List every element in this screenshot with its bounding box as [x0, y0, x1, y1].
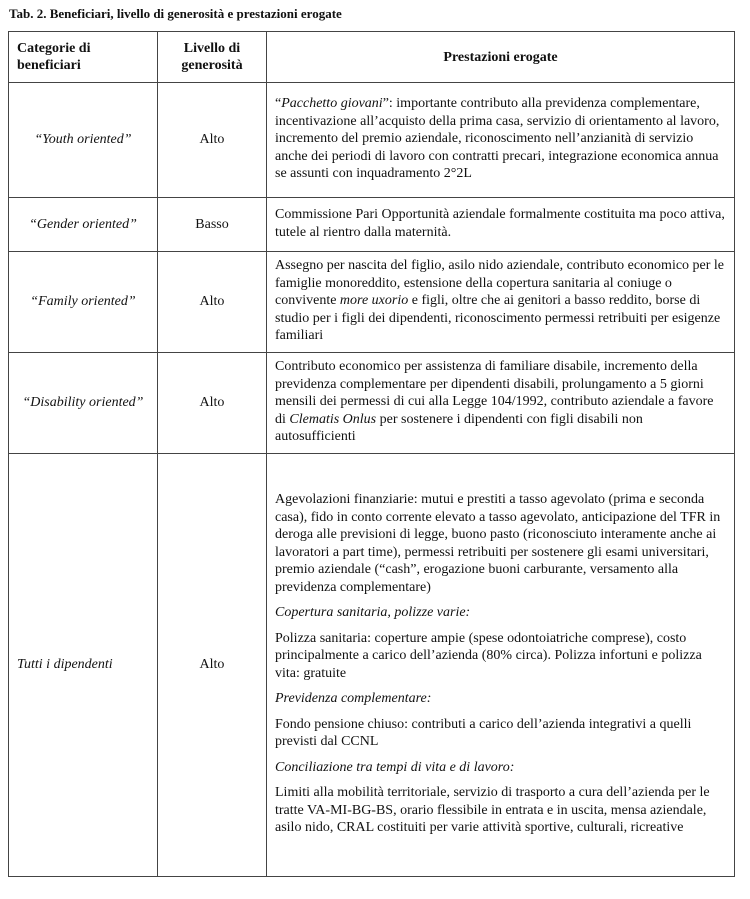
- benefits-cell: [267, 252, 735, 353]
- category-cell: “Disability oriented”: [9, 353, 158, 454]
- benefits-cell: [267, 454, 735, 877]
- benefits-italic-name: Pacchetto giovani: [281, 96, 383, 112]
- category-cell: “Youth oriented”: [9, 83, 158, 198]
- benefits-quote-open: “: [275, 96, 282, 112]
- benefits-italic-term: more uxorio: [339, 293, 409, 309]
- table-caption: Tab. 2. Beneficiari, livello di generosità e prestazioni erogate: [9, 6, 342, 21]
- section-text: Polizza sanitaria: coperture ampie (spese odontoiatriche comprese), costo principalmente a carico dell’azienda (80% circa). Polizza infortuni e polizza vita: gratuite: [275, 630, 702, 681]
- header-benefits: Prestazioni erogate: [267, 32, 735, 83]
- header-categories: Categorie di beneficiari: [9, 32, 158, 83]
- table-header-row: [9, 32, 735, 83]
- section-heading: Conciliazione tra tempi di vita e di lavoro:: [275, 759, 515, 775]
- table-row: [9, 353, 735, 454]
- section-text: Limiti alla mobilità territoriale, servizio di trasporto a cura dell’azienda per le tratte VA-MI-BG-BS, orario flessibile in entrata e in uscita, mensa aziendale, asilo nido, CRAL costituiti per varie attività sportive, culturali, ricreative: [275, 785, 710, 836]
- level-cell: Basso: [158, 198, 267, 252]
- benefits-intro: Agevolazioni finanziarie: mutui e prestiti a tasso agevolato (prima e seconda casa), fido in conto corrente elevato a tasso agevolato, anticipazione del TFR in deroga alle previsioni di legge, buono pasto (riconosciuto interamente anche ai lavoratori a part time), permessi retribuiti per sostenere gli esami universitari, premio aziendale (“cash”, erogazione buoni carburante, versamento alla previdenza complementare): [275, 492, 721, 595]
- benefits-cell: Commissione Pari Opportunità aziendale formalmente costituita ma poco attiva, tutele al rientro dalla maternità.: [267, 198, 735, 252]
- benefits-text: Assegno per nascita del figlio, asilo nido aziendale, contributo economico per le famiglie monoreddito, estensione della copertura sanitaria al coniuge o convivente: [275, 258, 725, 309]
- benefits-cell: [267, 353, 735, 454]
- section-heading: Previdenza complementare:: [275, 691, 432, 707]
- category-cell: “Gender oriented”: [9, 198, 158, 252]
- level-cell: Alto: [158, 353, 267, 454]
- level-cell: Alto: [158, 83, 267, 198]
- table-row: [9, 252, 735, 353]
- table-row: [9, 454, 735, 877]
- category-cell: “Family oriented”: [9, 252, 158, 353]
- benefits-italic-term: Clematis Onlus: [289, 411, 377, 427]
- benefits-cell: [267, 83, 735, 198]
- header-level: Livello di generosità: [158, 32, 267, 83]
- benefits-text: e figli, oltre che ai genitori a basso reddito, borse di studio per i figli dei dipendenti, riconoscimento permessi retribuiti per esigenze familiari: [275, 293, 721, 344]
- benefits-text: ”: importante contributo alla previdenza complementare, incentivazione all’acquisto della prima casa, servizio di orientamento al lavoro, incremento del premio aziendale, riconoscimento nell’anzianità di servizio anche dei periodi di lavoro con contratti precari, integrazione economica annua se assunti con inquadramento 2°2L: [275, 96, 720, 182]
- section-text: Fondo pensione chiuso: contributi a carico dell’azienda integrativi a quelli previsti dal CCNL: [275, 716, 692, 750]
- level-cell: Alto: [158, 454, 267, 877]
- section-heading: Copertura sanitaria, polizze varie:: [275, 605, 471, 621]
- table-row: [9, 198, 735, 252]
- benefits-text: Contributo economico per assistenza di familiare disabile, incremento della previdenza complementare per dipendenti disabili, prolungamento a 5 giorni mensili dei permessi di cui alla Legge 104/1992, contributo aziendale a favore di: [275, 359, 714, 427]
- benefits-table: [8, 31, 735, 877]
- table-row: [9, 83, 735, 198]
- benefits-text: per sostenere i dipendenti con figli disabili non autosufficienti: [275, 411, 643, 445]
- level-cell: Alto: [158, 252, 267, 353]
- category-cell: Tutti i dipendenti: [9, 454, 158, 877]
